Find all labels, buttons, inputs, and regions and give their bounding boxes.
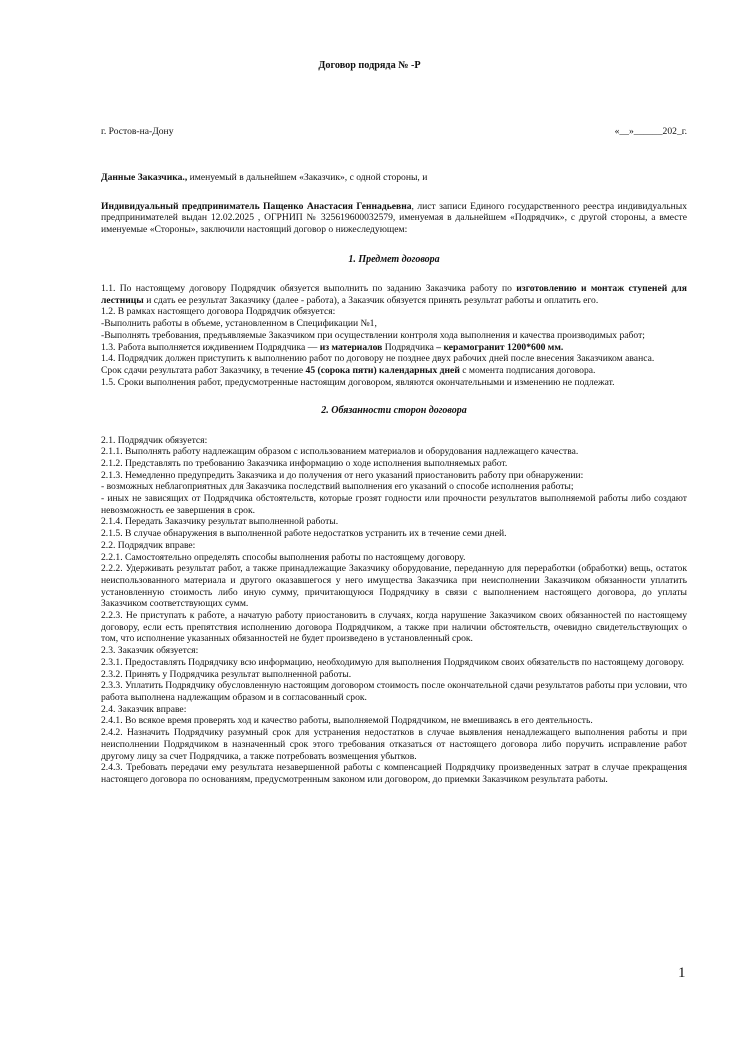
contract-city: г. Ростов-на-Дону <box>101 126 174 137</box>
clause-1-1-b: изготовлению и монтаж ступеней для лестницы <box>101 283 687 306</box>
clause-1-3 <box>101 342 687 354</box>
clause-1-4: 1.4. Подрядчик должен приступить к выполнению работ по договору не позднее двух рабочих дней после внесения Заказчиком аванса. <box>101 353 655 365</box>
clause-2-2-3: 2.2.3. Не приступать к работе, а начатую работу приостановить в случаях, когда нарушение Заказчиком своих обязанностей по настоящему договору, если есть препятствия исполнению договора Подрядчиком, а также при наличии обстоятельств, очевидно свидетельствующих о том, что исполнение указанных обязанностей не будет произведено в установленный срок. <box>101 610 687 645</box>
clause-1-2: 1.2. В рамках настоящего договора Подрядчик обязуется: <box>101 306 336 318</box>
clause-2-4: 2.4. Заказчик вправе: <box>101 703 187 715</box>
clause-1-3-d: – керамогранит 1200*600 мм. <box>436 341 564 353</box>
clause-2-3: 2.3. Заказчик обязуется: <box>101 645 199 657</box>
clause-2-1-3-item-2: - иных не зависящих от Подрядчика обстоятельств, которые грозят годности или прочности результатов выполняемой работы либо создают невозможность ее завершения в срок. <box>101 493 687 516</box>
clause-1-1-c: и сдать ее результат Заказчику (далее - работа), а Заказчик обязуется принять результат работы и оплатить его. <box>143 294 599 306</box>
page-number: 1 <box>678 965 686 981</box>
clause-2-4-1: 2.4.1. Во всякое время проверять ход и качество работы, выполняемой Подрядчиком, не вмешиваясь в его деятельность. <box>101 715 593 727</box>
intro-customer-text: именуемый в дальнейшем «Заказчик», с одной стороны, и <box>187 172 428 183</box>
clause-2-4-2: 2.4.2. Назначить Подрядчику разумный срок для устранения недостатков в случае выявления ненадлежащего выполнения работы и при неисполнении Подрядчиком в назначенный срок этого требования отказаться от настоящего договора либо поручить исправление работ другому лицу за счет Подрядчика, а также потребовать возмещения убытков. <box>101 727 687 762</box>
clause-1-2-item-2: -Выполнять требования, предъявляемые Заказчиком при осуществлении контроля хода выполнения и качества производимых работ; <box>101 329 645 341</box>
clause-2-1-5: 2.1.5. В случае обнаружения в выполненной работе недостатков устранить их в течение семи дней. <box>101 528 507 540</box>
document-body <box>101 172 687 786</box>
clause-2-1: 2.1. Подрядчик обязуется: <box>101 434 208 446</box>
clause-2-2-1: 2.2.1. Самостоятельно определять способы выполнения работы по настоящему договору. <box>101 551 466 563</box>
place-date-line <box>101 126 687 138</box>
clause-2-1-2: 2.1.2. Представлять по требованию Заказчика информацию о ходе исполнения выполняемых работ. <box>101 457 508 469</box>
clause-1-3-c: Подрядчика <box>382 341 437 353</box>
clause-1-3-b: из материалов <box>319 341 383 353</box>
clause-2-1-1: 2.1.1. Выполнять работу надлежащим образом с использованием материалов и оборудования надлежащего качества. <box>101 446 579 458</box>
delivery-term-b: 45 (сорока пяти) календарных дней <box>305 364 460 376</box>
clause-1-5: 1.5. Сроки выполнения работ, предусмотренные настоящим договором, являются окончательными и изменению не подлежат. <box>101 376 615 388</box>
clause-2-2-2: 2.2.2. Удерживать результат работ, а также принадлежащие Заказчику оборудование, переданную для переработки (обработки) вещь, остаток неиспользованного материала и другого оказавшегося у него имущества Заказчика при неисполнении Заказчиком обязанности уплатить установленную стоимость либо иную сумму, причитающуюся Подрядчику в связи с выполнением настоящего договора, до уплаты Заказчиком соответствующих сумм. <box>101 563 687 610</box>
clause-2-3-2: 2.3.2. Принять у Подрядчика результат выполненной работы. <box>101 668 352 680</box>
intro-contractor-text: , лист записи Единого государственного реестра индивидуальных предпринимателей выдан 12.02.2025 , ОГРНИП № 325619600032579, именуемая в дальнейшем «Подрядчик», с другой стороны, а вместе именуемые «Стороны», заключили настоящий договор о нижеследующем: <box>101 200 687 236</box>
section-1 <box>101 283 687 388</box>
clause-2-3-3: 2.3.3. Уплатить Подрядчику обусловленную настоящим договором стоимость после окончательной сдачи результатов работы при условии, что работа выполнена надлежащим образом и в согласованный срок. <box>101 680 687 703</box>
clause-1-1-a: 1.1. По настоящему договору Подрядчик обязуется выполнить по заданию Заказчика работу по <box>101 283 517 294</box>
customer-name: Данные Заказчика., <box>101 172 188 183</box>
section-2-heading: 2. Обязанности сторон договора <box>321 405 467 417</box>
section-1-heading: 1. Предмет договора <box>348 253 440 265</box>
delivery-term-a: Срок сдачи результата работ Заказчику, в течение <box>101 364 306 376</box>
clause-1-1 <box>101 283 687 306</box>
section-2 <box>101 435 687 786</box>
document-title: Договор подряда № -Р <box>318 60 421 71</box>
clause-2-1-3-item-1: - возможных неблагоприятных для Заказчика последствий выполнения его указаний о способе исполнения работы; <box>101 481 574 493</box>
contract-date: «__»______202_г. <box>614 126 687 137</box>
delivery-term-c: с момента подписания договора. <box>459 364 596 376</box>
clause-2-2: 2.2. Подрядчик вправе: <box>101 539 196 551</box>
clause-2-4-3: 2.4.3. Требовать передачи ему результата незавершенной работы с компенсацией Подрядчику произведенных затрат в случае прекращения настоящего договора по основаниям, предусмотренным законом или договором, до приемки Заказчиком результата работы. <box>101 762 687 785</box>
intro-contractor <box>101 201 687 236</box>
clause-2-1-3: 2.1.3. Немедленно предупредить Заказчика и до получения от него указаний приостановить работу при обнаружении: <box>101 469 584 481</box>
clause-2-1-4: 2.1.4. Передать Заказчику результат выполненной работы. <box>101 516 339 528</box>
delivery-term <box>101 365 687 377</box>
clause-1-2-item-1: -Выполнить работы в объеме, установленном в Спецификации №1, <box>101 318 377 330</box>
contractor-name: Индивидуальный предприниматель Пащенко Анастасия Геннадьевна <box>101 200 412 212</box>
clause-2-3-1: 2.3.1. Предоставлять Подрядчику всю информацию, необходимую для выполнения Подрядчиком своих обязательств по настоящему договору. <box>101 656 685 668</box>
clause-1-3-a: 1.3. Работа выполняется иждивением Подрядчика — <box>101 341 320 353</box>
intro-customer <box>101 172 687 184</box>
